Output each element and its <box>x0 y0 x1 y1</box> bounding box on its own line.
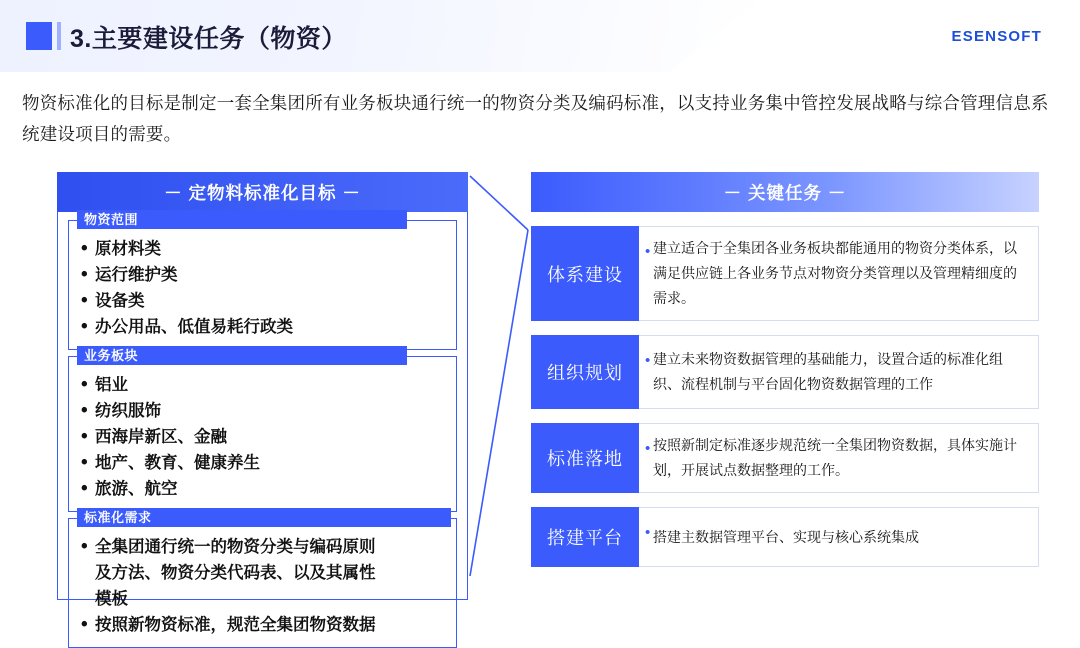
bullet-dot-icon: • <box>645 352 651 369</box>
bullet-list-standardization-needs <box>77 535 448 638</box>
list-item: • 全集团通行统一的物资分类与编码原则 <box>77 535 448 560</box>
slide-header <box>0 0 1080 72</box>
task-row <box>531 335 1039 409</box>
bullet-dot-icon: • <box>645 243 651 260</box>
task-desc-text: 按照新制定标准逐步规范统一全集团物资数据，具体实施计划，开展试点数据整理的工作。 <box>653 437 1017 478</box>
right-panel <box>531 172 1039 567</box>
group-label-standardization-needs: 标准化需求 <box>77 508 159 527</box>
task-row <box>531 423 1039 493</box>
task-desc-text: 建立适合于全集团各业务板块都能通用的物资分类体系，以满足供应链上各业务节点对物资分类管理以及管理精细度的需求。 <box>653 240 1017 306</box>
group-standardization-needs <box>68 510 457 648</box>
list-item: • 设备类 <box>77 289 448 314</box>
task-tag-standard-landing: 标准落地 <box>531 423 639 493</box>
task-desc-system-building <box>639 226 1039 321</box>
task-desc-standard-landing <box>639 423 1039 493</box>
bullet-list-business-segments <box>77 373 448 502</box>
list-item: • 运行维护类 <box>77 263 448 288</box>
intro-paragraph: 物资标准化的目标是制定一套全集团所有业务板块通行统一的物资分类及编码标准，以支持业务集中管控发展战略与综合管理信息系统建设项目的需要。 <box>22 93 1049 144</box>
group-label-material-scope: 物资范围 <box>77 210 145 229</box>
task-row <box>531 507 1039 567</box>
task-row <box>531 226 1039 321</box>
list-item: • 纺织服饰 <box>77 399 448 424</box>
task-desc-text: 搭建主数据管理平台、实现与核心系统集成 <box>653 528 919 545</box>
bullet-dot-icon: • <box>645 524 651 541</box>
list-item: • 原材料类 <box>77 237 448 262</box>
right-panel-title: － 关键任务 － <box>531 172 1039 212</box>
page-title: 3.主要建设任务（物资） <box>70 25 347 53</box>
task-desc-org-planning <box>639 335 1039 409</box>
header-accent-bar-icon <box>26 22 52 50</box>
list-item: • 地产、教育、健康养生 <box>77 451 448 476</box>
list-item: • 旅游、航空 <box>77 477 448 502</box>
connector-lines-icon <box>468 172 532 582</box>
brand-logo-text: ESENSOFT <box>951 28 1042 45</box>
bullet-list-material-scope <box>77 237 448 340</box>
task-tag-system-building: 体系建设 <box>531 226 639 321</box>
task-desc-platform-build <box>639 507 1039 567</box>
list-item: • 铝业 <box>77 373 448 398</box>
task-tag-platform-build: 搭建平台 <box>531 507 639 567</box>
left-panel-title: － 定物料标准化目标 － <box>57 172 468 212</box>
list-item: • 按照新物资标准，规范全集团物资数据 <box>77 613 448 638</box>
group-material-scope <box>68 212 457 350</box>
list-item: • 办公用品、低值易耗行政类 <box>77 315 448 340</box>
task-tag-org-planning: 组织规划 <box>531 335 639 409</box>
left-panel <box>57 172 468 634</box>
list-item: 模板 <box>95 590 128 608</box>
group-label-business-segments: 业务板块 <box>77 346 145 365</box>
left-panel-body <box>57 212 468 634</box>
task-desc-text: 建立未来物资数据管理的基础能力，设置合适的标准化组织、流程机制与平台固化物资数据管理的工作 <box>653 351 1003 392</box>
bullet-dot-icon: • <box>645 440 651 457</box>
group-business-segments <box>68 348 457 512</box>
list-item: • 西海岸新区、金融 <box>77 425 448 450</box>
list-item: 及方法、物资分类代码表、以及其属性 <box>95 564 376 582</box>
